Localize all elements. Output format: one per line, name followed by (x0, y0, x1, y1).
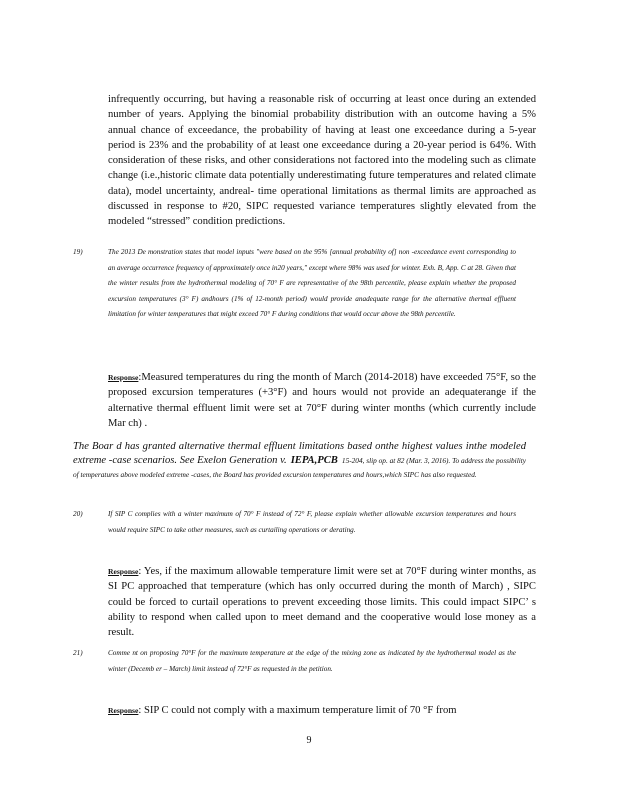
response-label: Response (108, 373, 139, 382)
board-note (73, 439, 526, 481)
response-text: :Measured temperatures du ring the month of March (2014-2018) have exceeded 75°F, so the proposed excursion temperatures (+3°F) and hours would not provide an adequaterange if the alternative thermal effluent limit were set at 70°F during winter months (which currently include Mar ch) . (108, 372, 536, 429)
board-note-rest: 15-204, slip op. at 82 (Mar. 3, 2016). To address the possibility of temperatures above modeled extreme -cases, the Board has provided excursion temperatures and hours,which SIPC has also requested. (73, 456, 527, 479)
response-18-continuation: infrequently occurring, but having a reasonable risk of occurring at least once during an extended number of years. Applying the binomial probability distribution with an outcome having a 5% annual chance of exceedance, the probability of having at least one exceedance during a 5-year period is 23% and the probability of at least one exceedance during a 20-year period is 64%. With consideration of these risks, and other considerations not factored into the modeling such as climate change (i.e.,historic climate data potentially underestimating future temperatures and related climate data), model uncertainty, andreal- time operational limitations as thermal limits are approached as discussed in response to #20, SIPC requested variance temperatures slightly elevated from the modeled “stressed” condition predictions. (108, 94, 536, 228)
question-20-text: If SIP C complies with a winter maximum of 70° F instead of 72° F, please explain whether allowable excursion temperatures and hours would require SIPC to take other measures, such as curtailing operations or derating. (108, 510, 516, 534)
question-21-number: 21) (73, 649, 83, 657)
response-label: Response (108, 567, 139, 576)
question-19-text: The 2013 De monstration states that model inputs "were based on the 95% [annual probability of] non -exceedance event corresponding to an average occurrence frequency of approximately once in20 years," except where 98% was used for winter. Exh. B, App. C at 28. Given that the winter results from the hydrothermal modeling of 70° F are representative of the 98th percentile, please explain whether the proposed excursion temperatures (3° F) andhours (1% of 12-month period) would provide anadequate range for the alternative thermal effluent limitation for winter temperatures that might exceed 70° F during conditions that would occur above the 98th percentile. (108, 248, 516, 318)
response-19 (108, 370, 536, 431)
board-note-case: IEPA,PCB (290, 455, 338, 466)
question-20-number: 20) (73, 510, 83, 518)
page-number: 9 (306, 735, 312, 746)
question-21-text: Comme nt on proposing 70°F for the maximum temperature at the edge of the mixing zone as indicated by the hydrothermal model as the winter (Decemb er – March) limit instead of 72°F as requested in the petition. (108, 649, 516, 673)
response-label: Response (108, 706, 139, 715)
board-note-lead: The Boar d has granted alternative thermal effluent limitations based onthe highest values inthe modeled extreme -case scenarios. See Exelon Generation v. (73, 441, 526, 466)
response-20 (108, 564, 536, 640)
question-19-number: 19) (73, 248, 83, 256)
response-text: : Yes, if the maximum allowable temperature limit were set at 70°F during winter months, as SI PC approached that temperature (which has only occurred during the month of March) , SIPC could be forced to curtail operations to prevent exceeding those limits. This could impact SIPC’ s ability to respond when called upon to meet demand and the cooperative would lose money as a result. (108, 566, 536, 639)
response-21 (108, 703, 536, 718)
response-text: : SIP C could not comply with a maximum temperature limit of 70 °F from (138, 705, 457, 716)
